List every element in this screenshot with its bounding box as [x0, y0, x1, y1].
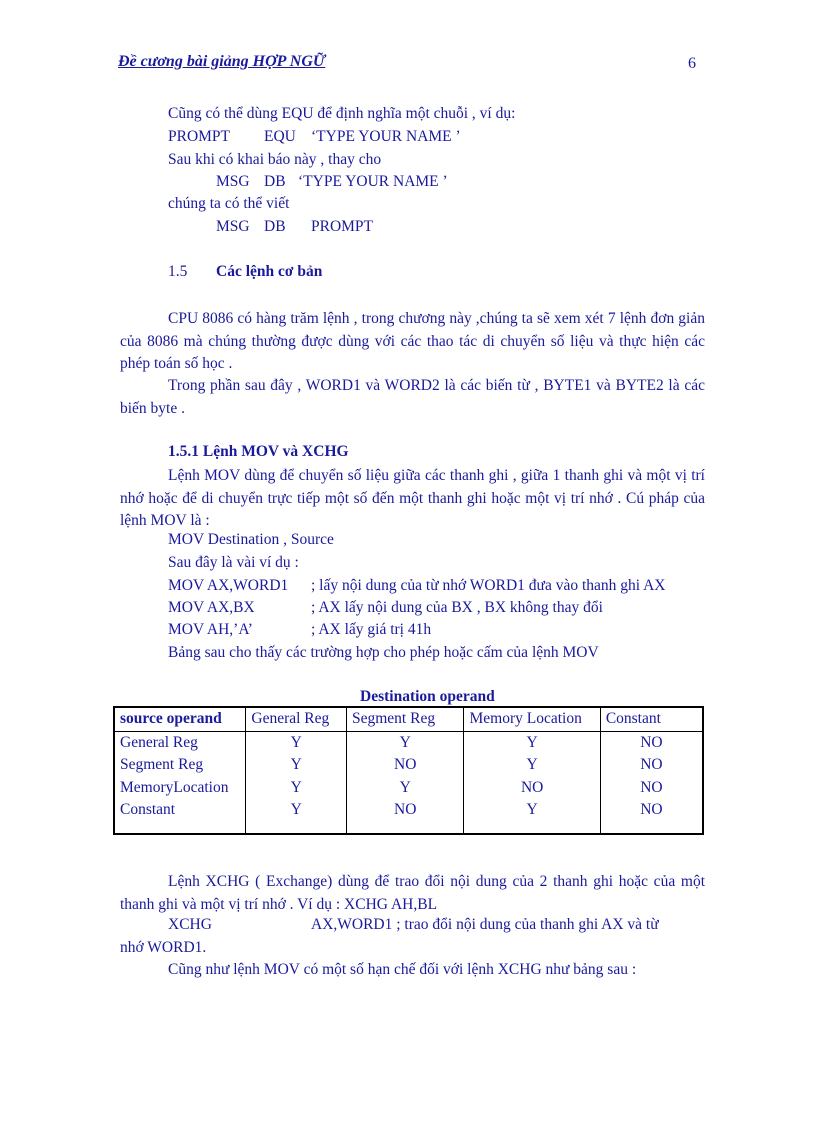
table-cell: NO	[600, 731, 703, 754]
code-prompt-directive: EQU	[264, 128, 296, 145]
table-cell: Y	[464, 754, 600, 777]
table-intro: Bảng sau cho thấy các trường hợp cho phép hoặc cấm của lệnh MOV	[168, 644, 599, 661]
table-cell: NO	[600, 799, 703, 834]
table-cell: Y	[246, 731, 347, 754]
section-number: 1.5	[168, 263, 188, 280]
table-cell: NO	[346, 799, 464, 834]
table-row	[114, 799, 703, 834]
xchg-paragraph: Lệnh XCHG ( Exchange) dùng để trao đổi nội dung của 2 thanh ghi hoặc của một thanh ghi và một vị trí nhớ . Ví dụ : XCHG AH,BL	[120, 873, 705, 913]
equ-line-1: Cũng có thể dùng EQU để định nghĩa một chuỗi , ví dụ:	[168, 105, 516, 122]
example-command: MOV AX,WORD1	[168, 577, 289, 594]
xchg-example-continued: nhớ WORD1.	[120, 939, 207, 956]
table-cell: Y	[246, 799, 347, 834]
table-row	[114, 754, 703, 777]
code-msg1-value: ‘TYPE YOUR NAME ’	[298, 173, 448, 190]
table-cell: Y	[246, 754, 347, 777]
subsection-title: 1.5.1 Lệnh MOV và XCHG	[168, 443, 349, 460]
table-cell: NO	[346, 754, 464, 777]
header-cell: Constant	[600, 707, 703, 731]
table-caption: Destination operand	[360, 688, 495, 705]
code-msg1-label: MSG	[216, 173, 250, 190]
header-cell: General Reg	[246, 707, 347, 731]
xchg-example-command: XCHG	[168, 916, 212, 933]
example-comment: ; AX lấy nội dung của BX , BX không thay đổi	[311, 599, 603, 616]
header-cell: source operand	[114, 707, 246, 731]
row-label: Segment Reg	[114, 754, 246, 777]
table-row	[114, 731, 703, 754]
code-msg2-label: MSG	[216, 218, 250, 235]
example-comment: ; AX lấy giá trị 41h	[311, 621, 432, 638]
section-title: Các lệnh cơ bản	[216, 263, 323, 280]
table-cell: Y	[464, 731, 600, 754]
mov-paragraph: Lệnh MOV dùng để chuyển số liệu giữa các thanh ghi , giữa 1 thanh ghi và một vị trí nhớ hoặc để di chuyển trực tiếp một số đến một thanh ghi hoặc một vị trí nhớ . Cú pháp của lệnh MOV là :	[120, 467, 705, 529]
page-number: 6	[688, 55, 696, 72]
intro-paragraph: CPU 8086 có hàng trăm lệnh , trong chương này ,chúng ta sẽ xem xét 7 lệnh đơn giản của 8086 mà chúng thường được dùng với các thao tác di chuyển số liệu và thực hiện các phép toán số học .	[120, 310, 705, 372]
code-prompt-label: PROMPT	[168, 128, 231, 145]
table-cell: NO	[600, 777, 703, 800]
table-cell: NO	[600, 754, 703, 777]
code-msg2-directive: DB	[264, 218, 286, 235]
table-cell: Y	[246, 777, 347, 800]
xchg-limits-text: Cũng như lệnh MOV có một số hạn chế đối với lệnh XCHG như bảng sau :	[168, 961, 637, 978]
code-msg1-directive: DB	[264, 173, 286, 190]
table-row	[114, 777, 703, 800]
header-cell: Memory Location	[464, 707, 600, 731]
mov-operand-table	[113, 706, 704, 835]
header-title: Đề cương bài giảng HỢP NGỮ	[118, 53, 326, 70]
table-cell: NO	[464, 777, 600, 800]
xchg-example-operands: AX,WORD1 ; trao đổi nội dung của thanh ghi AX và từ	[311, 916, 659, 933]
row-label: Constant	[114, 799, 246, 834]
equ-line-3: Sau khi có khai báo này , thay cho	[168, 151, 382, 168]
example-command: MOV AX,BX	[168, 599, 255, 616]
table-cell: Y	[464, 799, 600, 834]
code-prompt-value: ‘TYPE YOUR NAME ’	[311, 128, 461, 145]
table-cell: Y	[346, 731, 464, 754]
examples-intro: Sau đây là vài ví dụ :	[168, 554, 299, 571]
code-msg2-value: PROMPT	[311, 218, 374, 235]
example-comment: ; lấy nội dung của từ nhớ WORD1 đưa vào thanh ghi AX	[311, 577, 666, 594]
example-command: MOV AH,’A’	[168, 621, 253, 638]
table-cell: Y	[346, 777, 464, 800]
variables-paragraph: Trong phần sau đây , WORD1 và WORD2 là các biến từ , BYTE1 và BYTE2 là các biến byte .	[120, 377, 705, 417]
row-label: MemoryLocation	[114, 777, 246, 800]
equ-line-5: chúng ta có thể viết	[168, 195, 290, 212]
row-label: General Reg	[114, 731, 246, 754]
header-cell: Segment Reg	[346, 707, 464, 731]
table-header-row	[114, 707, 703, 731]
mov-syntax: MOV Destination , Source	[168, 531, 334, 548]
